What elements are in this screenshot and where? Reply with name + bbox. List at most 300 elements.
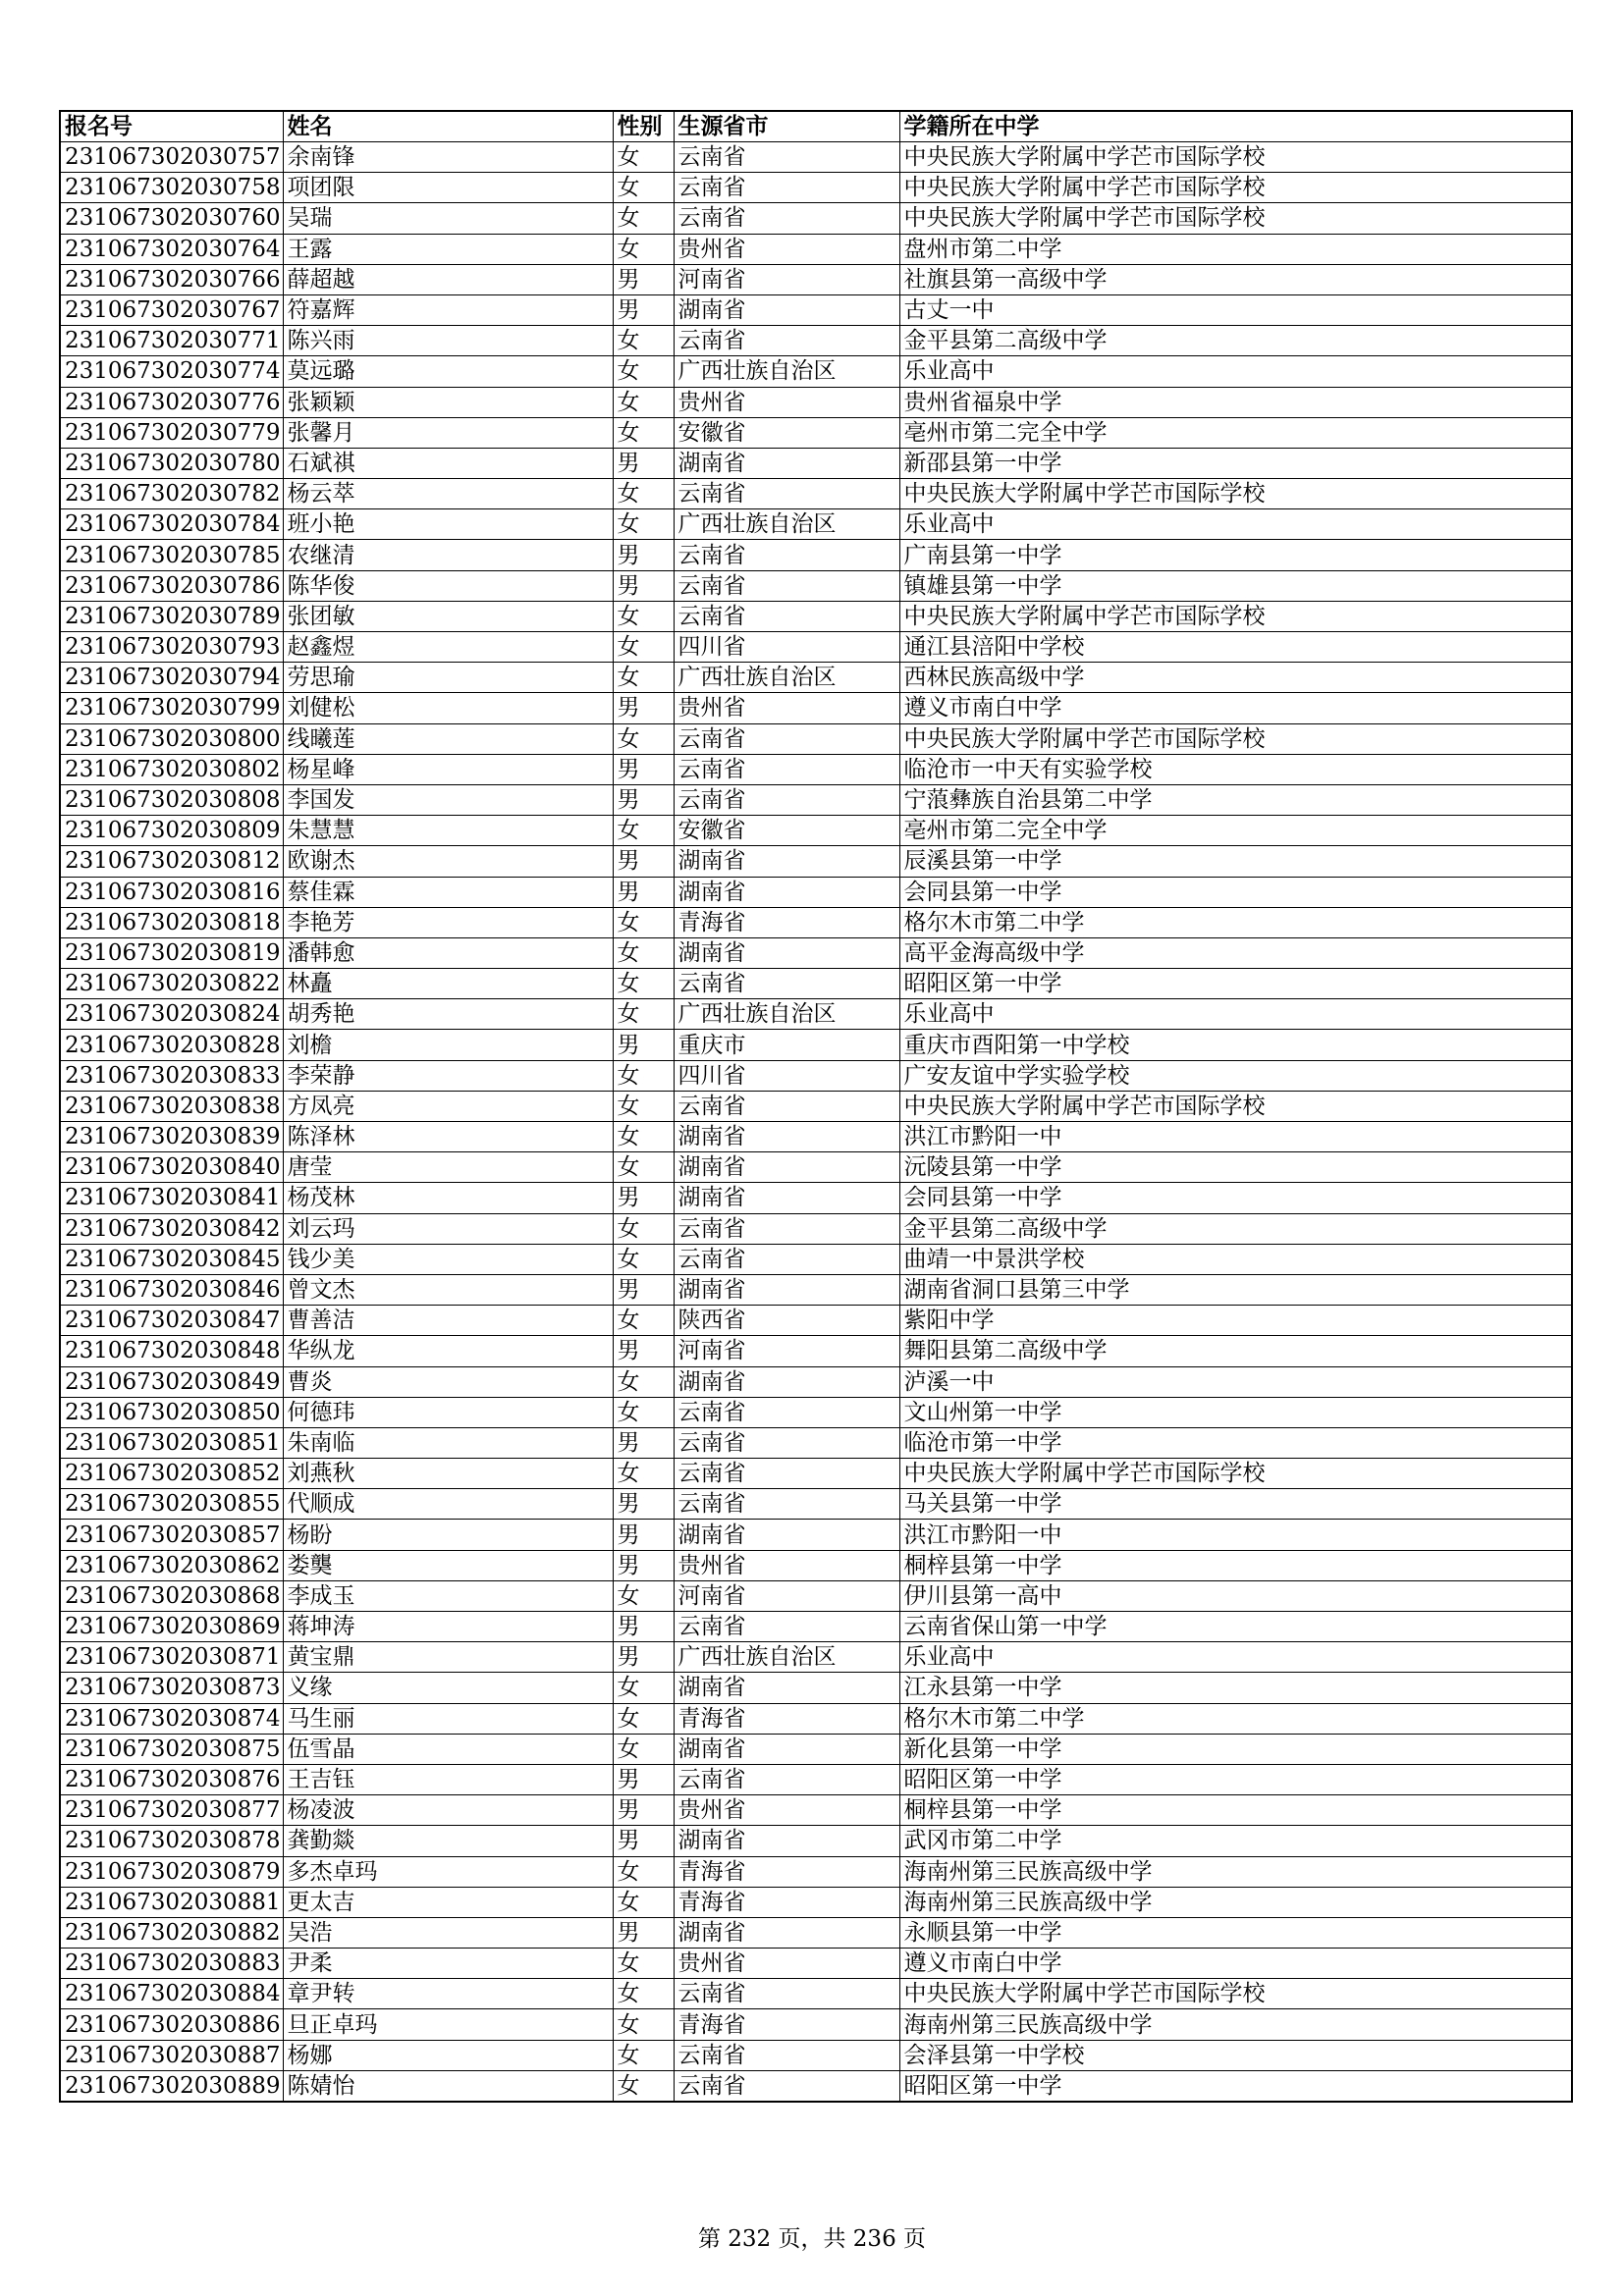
table-row — [60, 294, 1572, 325]
cell-name: 伍雪晶 — [283, 1734, 613, 1764]
cell-registration-number: 231067302030771 — [60, 326, 283, 356]
cell-origin-province: 河南省 — [674, 1336, 899, 1366]
cell-origin-province: 贵州省 — [674, 1550, 899, 1580]
cell-gender: 女 — [613, 509, 674, 540]
cell-registration-number: 231067302030812 — [60, 846, 283, 877]
cell-origin-province: 云南省 — [674, 173, 899, 203]
cell-origin-province: 云南省 — [674, 1091, 899, 1121]
cell-registration-number: 231067302030764 — [60, 234, 283, 264]
table-row — [60, 1397, 1572, 1427]
cell-name: 曹炎 — [283, 1366, 613, 1397]
cell-registration-number: 231067302030871 — [60, 1642, 283, 1673]
table-row — [60, 1917, 1572, 1948]
cell-origin-province: 湖南省 — [674, 877, 899, 907]
cell-high-school: 马关县第一中学 — [899, 1489, 1572, 1520]
cell-origin-province: 陕西省 — [674, 1306, 899, 1336]
cell-gender: 男 — [613, 1795, 674, 1826]
cell-origin-province: 湖南省 — [674, 1673, 899, 1703]
table-row — [60, 1826, 1572, 1856]
cell-registration-number: 231067302030848 — [60, 1336, 283, 1366]
cell-high-school: 格尔木市第二中学 — [899, 907, 1572, 937]
cell-high-school: 泸溪一中 — [899, 1366, 1572, 1397]
cell-high-school: 海南州第三民族高级中学 — [899, 1856, 1572, 1887]
cell-gender: 女 — [613, 1213, 674, 1244]
table-row — [60, 784, 1572, 815]
cell-gender: 女 — [613, 723, 674, 754]
table-row — [60, 754, 1572, 784]
table-row — [60, 1274, 1572, 1305]
table-row — [60, 969, 1572, 999]
cell-name: 线曦莲 — [283, 723, 613, 754]
cell-high-school: 临沧市一中天有实验学校 — [899, 754, 1572, 784]
cell-gender: 女 — [613, 1397, 674, 1427]
table-row — [60, 203, 1572, 234]
table-row — [60, 1306, 1572, 1336]
cell-registration-number: 231067302030849 — [60, 1366, 283, 1397]
table-row — [60, 387, 1572, 417]
cell-registration-number: 231067302030766 — [60, 264, 283, 294]
cell-high-school: 乐业高中 — [899, 999, 1572, 1030]
cell-gender: 男 — [613, 1520, 674, 1550]
cell-high-school: 海南州第三民族高级中学 — [899, 2009, 1572, 2040]
cell-gender: 女 — [613, 1091, 674, 1121]
cell-registration-number: 231067302030883 — [60, 1949, 283, 1979]
cell-registration-number: 231067302030878 — [60, 1826, 283, 1856]
cell-high-school: 海南州第三民族高级中学 — [899, 1887, 1572, 1917]
table-row — [60, 907, 1572, 937]
cell-origin-province: 云南省 — [674, 1459, 899, 1489]
cell-high-school: 亳州市第二完全中学 — [899, 417, 1572, 448]
cell-high-school: 社旗县第一高级中学 — [899, 264, 1572, 294]
cell-origin-province: 湖南省 — [674, 1917, 899, 1948]
cell-origin-province: 安徽省 — [674, 816, 899, 846]
table-row — [60, 448, 1572, 478]
header-high-school: 学籍所在中学 — [899, 111, 1572, 142]
cell-registration-number: 231067302030869 — [60, 1612, 283, 1642]
cell-high-school: 乐业高中 — [899, 356, 1572, 387]
table-row — [60, 142, 1572, 173]
cell-origin-province: 云南省 — [674, 326, 899, 356]
cell-name: 李艳芳 — [283, 907, 613, 937]
cell-high-school: 桐梓县第一中学 — [899, 1795, 1572, 1826]
cell-high-school: 西林民族高级中学 — [899, 663, 1572, 693]
table-row — [60, 1213, 1572, 1244]
table-row — [60, 1152, 1572, 1183]
cell-origin-province: 云南省 — [674, 1397, 899, 1427]
cell-high-school: 中央民族大学附属中学芒市国际学校 — [899, 1091, 1572, 1121]
table-row — [60, 1459, 1572, 1489]
table-row — [60, 1244, 1572, 1274]
cell-origin-province: 云南省 — [674, 142, 899, 173]
cell-registration-number: 231067302030774 — [60, 356, 283, 387]
cell-gender: 男 — [613, 1550, 674, 1580]
cell-high-school: 金平县第二高级中学 — [899, 326, 1572, 356]
cell-origin-province: 贵州省 — [674, 1949, 899, 1979]
cell-high-school: 重庆市酉阳第一中学校 — [899, 1030, 1572, 1060]
cell-name: 杨星峰 — [283, 754, 613, 784]
cell-gender: 女 — [613, 969, 674, 999]
cell-high-school: 昭阳区第一中学 — [899, 1764, 1572, 1794]
cell-origin-province: 贵州省 — [674, 693, 899, 723]
cell-origin-province: 四川省 — [674, 632, 899, 663]
header-name: 姓名 — [283, 111, 613, 142]
cell-gender: 男 — [613, 264, 674, 294]
cell-registration-number: 231067302030822 — [60, 969, 283, 999]
table-row — [60, 509, 1572, 540]
table-row — [60, 479, 1572, 509]
cell-high-school: 会同县第一中学 — [899, 1183, 1572, 1213]
cell-name: 何德玮 — [283, 1397, 613, 1427]
cell-name: 唐莹 — [283, 1152, 613, 1183]
cell-name: 蒋坤涛 — [283, 1612, 613, 1642]
cell-high-school: 洪江市黔阳一中 — [899, 1122, 1572, 1152]
cell-high-school: 乐业高中 — [899, 1642, 1572, 1673]
table-row — [60, 663, 1572, 693]
table-row — [60, 1183, 1572, 1213]
header-origin-province: 生源省市 — [674, 111, 899, 142]
table-row — [60, 601, 1572, 631]
cell-name: 钱少美 — [283, 1244, 613, 1274]
cell-gender: 女 — [613, 1306, 674, 1336]
cell-origin-province: 云南省 — [674, 1979, 899, 2009]
table-row — [60, 1060, 1572, 1091]
table-row — [60, 999, 1572, 1030]
cell-registration-number: 231067302030884 — [60, 1979, 283, 2009]
cell-registration-number: 231067302030799 — [60, 693, 283, 723]
table-row — [60, 1580, 1572, 1611]
cell-origin-province: 湖南省 — [674, 1826, 899, 1856]
cell-origin-province: 湖南省 — [674, 1122, 899, 1152]
cell-gender: 男 — [613, 784, 674, 815]
cell-registration-number: 231067302030779 — [60, 417, 283, 448]
table-row — [60, 1979, 1572, 2009]
cell-high-school: 桐梓县第一中学 — [899, 1550, 1572, 1580]
cell-name: 陈泽林 — [283, 1122, 613, 1152]
table-row — [60, 417, 1572, 448]
cell-name: 李国发 — [283, 784, 613, 815]
cell-registration-number: 231067302030824 — [60, 999, 283, 1030]
cell-high-school: 中央民族大学附属中学芒市国际学校 — [899, 1459, 1572, 1489]
cell-name: 农继清 — [283, 540, 613, 570]
cell-origin-province: 云南省 — [674, 1612, 899, 1642]
cell-origin-province: 云南省 — [674, 570, 899, 601]
table-row — [60, 1520, 1572, 1550]
cell-origin-province: 广西壮族自治区 — [674, 509, 899, 540]
cell-name: 曹善洁 — [283, 1306, 613, 1336]
table-row — [60, 1030, 1572, 1060]
cell-gender: 女 — [613, 1060, 674, 1091]
table-row — [60, 326, 1572, 356]
cell-high-school: 昭阳区第一中学 — [899, 969, 1572, 999]
cell-gender: 女 — [613, 1734, 674, 1764]
cell-gender: 男 — [613, 1612, 674, 1642]
cell-registration-number: 231067302030874 — [60, 1703, 283, 1734]
cell-registration-number: 231067302030857 — [60, 1520, 283, 1550]
header-registration-number: 报名号 — [60, 111, 283, 142]
cell-gender: 女 — [613, 203, 674, 234]
cell-registration-number: 231067302030800 — [60, 723, 283, 754]
cell-origin-province: 湖南省 — [674, 1183, 899, 1213]
cell-name: 曾文杰 — [283, 1274, 613, 1305]
cell-high-school: 广安友谊中学实验学校 — [899, 1060, 1572, 1091]
cell-origin-province: 云南省 — [674, 1764, 899, 1794]
cell-high-school: 江永县第一中学 — [899, 1673, 1572, 1703]
cell-name: 班小艳 — [283, 509, 613, 540]
cell-name: 石斌祺 — [283, 448, 613, 478]
cell-origin-province: 湖南省 — [674, 937, 899, 968]
table-row — [60, 1734, 1572, 1764]
cell-name: 吴浩 — [283, 1917, 613, 1948]
cell-gender: 女 — [613, 2009, 674, 2040]
cell-registration-number: 231067302030868 — [60, 1580, 283, 1611]
cell-name: 杨云萃 — [283, 479, 613, 509]
cell-name: 朱南临 — [283, 1427, 613, 1458]
table-row — [60, 234, 1572, 264]
cell-gender: 女 — [613, 1459, 674, 1489]
cell-gender: 女 — [613, 1949, 674, 1979]
table-row — [60, 173, 1572, 203]
cell-high-school: 高平金海高级中学 — [899, 937, 1572, 968]
header-gender: 性别 — [613, 111, 674, 142]
cell-high-school: 中央民族大学附属中学芒市国际学校 — [899, 723, 1572, 754]
cell-origin-province: 湖南省 — [674, 1274, 899, 1305]
table-row — [60, 1612, 1572, 1642]
cell-name: 李成玉 — [283, 1580, 613, 1611]
cell-gender: 女 — [613, 326, 674, 356]
cell-high-school: 格尔木市第二中学 — [899, 1703, 1572, 1734]
cell-origin-province: 湖南省 — [674, 294, 899, 325]
cell-origin-province: 贵州省 — [674, 1795, 899, 1826]
cell-registration-number: 231067302030882 — [60, 1917, 283, 1948]
cell-name: 张颖颖 — [283, 387, 613, 417]
cell-high-school: 金平县第二高级中学 — [899, 1213, 1572, 1244]
cell-gender: 女 — [613, 632, 674, 663]
cell-name: 杨娜 — [283, 2040, 613, 2070]
cell-high-school: 盘州市第二中学 — [899, 234, 1572, 264]
cell-gender: 男 — [613, 1336, 674, 1366]
table-row — [60, 1366, 1572, 1397]
cell-origin-province: 重庆市 — [674, 1030, 899, 1060]
cell-registration-number: 231067302030862 — [60, 1550, 283, 1580]
table-row — [60, 1336, 1572, 1366]
table-row — [60, 2070, 1572, 2102]
cell-registration-number: 231067302030851 — [60, 1427, 283, 1458]
cell-gender: 男 — [613, 1826, 674, 1856]
cell-registration-number: 231067302030782 — [60, 479, 283, 509]
cell-name: 陈华俊 — [283, 570, 613, 601]
cell-origin-province: 安徽省 — [674, 417, 899, 448]
cell-high-school: 洪江市黔阳一中 — [899, 1520, 1572, 1550]
table-row — [60, 356, 1572, 387]
cell-gender: 男 — [613, 1183, 674, 1213]
cell-gender: 女 — [613, 479, 674, 509]
cell-registration-number: 231067302030818 — [60, 907, 283, 937]
cell-origin-province: 云南省 — [674, 754, 899, 784]
cell-origin-province: 青海省 — [674, 1856, 899, 1887]
cell-registration-number: 231067302030809 — [60, 816, 283, 846]
cell-origin-province: 四川省 — [674, 1060, 899, 1091]
cell-origin-province: 云南省 — [674, 969, 899, 999]
cell-registration-number: 231067302030784 — [60, 509, 283, 540]
cell-registration-number: 231067302030855 — [60, 1489, 283, 1520]
cell-name: 吴瑞 — [283, 203, 613, 234]
cell-name: 潘韩愈 — [283, 937, 613, 968]
table-row — [60, 2040, 1572, 2070]
cell-high-school: 中央民族大学附属中学芒市国际学校 — [899, 1979, 1572, 2009]
cell-gender: 女 — [613, 1979, 674, 2009]
cell-high-school: 宁蒗彝族自治县第二中学 — [899, 784, 1572, 815]
cell-name: 赵鑫煜 — [283, 632, 613, 663]
cell-registration-number: 231067302030886 — [60, 2009, 283, 2040]
cell-gender: 男 — [613, 1642, 674, 1673]
cell-registration-number: 231067302030780 — [60, 448, 283, 478]
cell-high-school: 昭阳区第一中学 — [899, 2070, 1572, 2102]
cell-origin-province: 云南省 — [674, 1213, 899, 1244]
cell-name: 义缘 — [283, 1673, 613, 1703]
cell-high-school: 湖南省洞口县第三中学 — [899, 1274, 1572, 1305]
cell-name: 王吉钰 — [283, 1764, 613, 1794]
cell-name: 刘健松 — [283, 693, 613, 723]
cell-origin-province: 云南省 — [674, 479, 899, 509]
cell-gender: 女 — [613, 816, 674, 846]
cell-gender: 女 — [613, 173, 674, 203]
cell-registration-number: 231067302030785 — [60, 540, 283, 570]
cell-origin-province: 湖南省 — [674, 1152, 899, 1183]
table-row — [60, 1673, 1572, 1703]
cell-origin-province: 青海省 — [674, 907, 899, 937]
cell-name: 林矗 — [283, 969, 613, 999]
cell-name: 王露 — [283, 234, 613, 264]
cell-registration-number: 231067302030760 — [60, 203, 283, 234]
cell-name: 黄宝鼎 — [283, 1642, 613, 1673]
cell-registration-number: 231067302030846 — [60, 1274, 283, 1305]
cell-name: 娄龑 — [283, 1550, 613, 1580]
cell-high-school: 中央民族大学附属中学芒市国际学校 — [899, 142, 1572, 173]
cell-registration-number: 231067302030793 — [60, 632, 283, 663]
table-row — [60, 1427, 1572, 1458]
cell-name: 代顺成 — [283, 1489, 613, 1520]
cell-high-school: 新化县第一中学 — [899, 1734, 1572, 1764]
cell-high-school: 紫阳中学 — [899, 1306, 1572, 1336]
cell-high-school: 新邵县第一中学 — [899, 448, 1572, 478]
table-row — [60, 2009, 1572, 2040]
cell-name: 薛超越 — [283, 264, 613, 294]
cell-high-school: 云南省保山第一中学 — [899, 1612, 1572, 1642]
table-row — [60, 1550, 1572, 1580]
cell-registration-number: 231067302030819 — [60, 937, 283, 968]
cell-registration-number: 231067302030879 — [60, 1856, 283, 1887]
cell-name: 符嘉辉 — [283, 294, 613, 325]
table-row — [60, 1949, 1572, 1979]
cell-gender: 女 — [613, 1856, 674, 1887]
cell-high-school: 广南县第一中学 — [899, 540, 1572, 570]
cell-name: 方凤亮 — [283, 1091, 613, 1121]
cell-registration-number: 231067302030875 — [60, 1734, 283, 1764]
cell-high-school: 古丈一中 — [899, 294, 1572, 325]
cell-origin-province: 贵州省 — [674, 234, 899, 264]
cell-name: 华纵龙 — [283, 1336, 613, 1366]
cell-gender: 女 — [613, 417, 674, 448]
cell-gender: 女 — [613, 663, 674, 693]
cell-origin-province: 湖南省 — [674, 1520, 899, 1550]
table-row — [60, 632, 1572, 663]
table-row — [60, 1795, 1572, 1826]
table-row — [60, 1887, 1572, 1917]
cell-origin-province: 广西壮族自治区 — [674, 999, 899, 1030]
cell-high-school: 遵义市南白中学 — [899, 693, 1572, 723]
cell-origin-province: 青海省 — [674, 1887, 899, 1917]
cell-gender: 男 — [613, 1427, 674, 1458]
cell-gender: 男 — [613, 1764, 674, 1794]
cell-gender: 男 — [613, 1030, 674, 1060]
cell-gender: 女 — [613, 1887, 674, 1917]
cell-high-school: 中央民族大学附属中学芒市国际学校 — [899, 479, 1572, 509]
cell-origin-province: 云南省 — [674, 723, 899, 754]
cell-high-school: 会泽县第一中学校 — [899, 2040, 1572, 2070]
table-body — [60, 142, 1572, 2102]
cell-high-school: 贵州省福泉中学 — [899, 387, 1572, 417]
cell-gender: 女 — [613, 999, 674, 1030]
cell-origin-province: 湖南省 — [674, 1734, 899, 1764]
cell-high-school: 亳州市第二完全中学 — [899, 816, 1572, 846]
cell-gender: 女 — [613, 1673, 674, 1703]
cell-gender: 女 — [613, 356, 674, 387]
cell-origin-province: 青海省 — [674, 1703, 899, 1734]
cell-origin-province: 云南省 — [674, 2040, 899, 2070]
admission-table — [59, 110, 1573, 2103]
cell-high-school: 曲靖一中景洪学校 — [899, 1244, 1572, 1274]
cell-origin-province: 云南省 — [674, 1489, 899, 1520]
cell-high-school: 伊川县第一高中 — [899, 1580, 1572, 1611]
cell-registration-number: 231067302030852 — [60, 1459, 283, 1489]
cell-registration-number: 231067302030808 — [60, 784, 283, 815]
table-row — [60, 723, 1572, 754]
cell-registration-number: 231067302030757 — [60, 142, 283, 173]
cell-high-school: 中央民族大学附属中学芒市国际学校 — [899, 173, 1572, 203]
cell-high-school: 遵义市南白中学 — [899, 1949, 1572, 1979]
cell-name: 蔡佳霖 — [283, 877, 613, 907]
cell-name: 张团敏 — [283, 601, 613, 631]
cell-gender: 男 — [613, 570, 674, 601]
cell-registration-number: 231067302030850 — [60, 1397, 283, 1427]
cell-registration-number: 231067302030847 — [60, 1306, 283, 1336]
cell-high-school: 临沧市第一中学 — [899, 1427, 1572, 1458]
cell-registration-number: 231067302030802 — [60, 754, 283, 784]
cell-origin-province: 贵州省 — [674, 387, 899, 417]
cell-name: 刘燕秋 — [283, 1459, 613, 1489]
cell-registration-number: 231067302030833 — [60, 1060, 283, 1091]
cell-origin-province: 河南省 — [674, 1580, 899, 1611]
cell-gender: 女 — [613, 1366, 674, 1397]
cell-registration-number: 231067302030789 — [60, 601, 283, 631]
cell-name: 欧谢杰 — [283, 846, 613, 877]
cell-origin-province: 河南省 — [674, 264, 899, 294]
cell-gender: 女 — [613, 2070, 674, 2102]
cell-gender: 女 — [613, 1703, 674, 1734]
cell-gender: 女 — [613, 2040, 674, 2070]
cell-high-school: 武冈市第二中学 — [899, 1826, 1572, 1856]
table-row — [60, 570, 1572, 601]
table-row — [60, 693, 1572, 723]
cell-origin-province: 湖南省 — [674, 448, 899, 478]
cell-origin-province: 云南省 — [674, 784, 899, 815]
cell-gender: 女 — [613, 907, 674, 937]
cell-origin-province: 云南省 — [674, 203, 899, 234]
cell-name: 杨凌波 — [283, 1795, 613, 1826]
cell-high-school: 乐业高中 — [899, 509, 1572, 540]
cell-name: 莫远璐 — [283, 356, 613, 387]
table-row — [60, 540, 1572, 570]
